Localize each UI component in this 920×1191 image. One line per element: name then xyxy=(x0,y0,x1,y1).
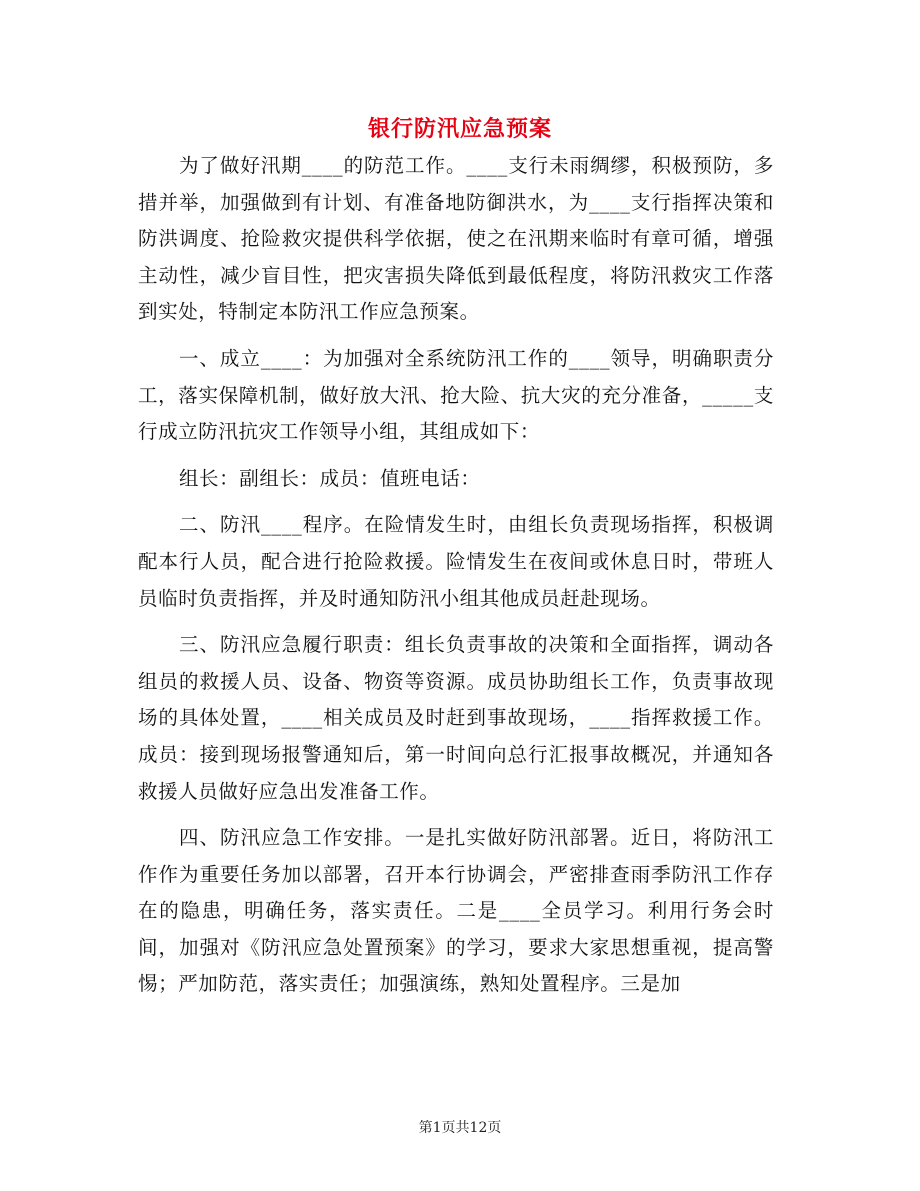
paragraph-section-2: 二、防汛____程序。在险情发生时，由组长负责现场指挥，积极调配本行人员，配合进行抢险救援。险情发生在夜间或休息日时，带班人员临时负责指挥，并及时通知防汛小组其他成员赶赴现场。 xyxy=(138,513,774,610)
paragraph-section-3: 三、防汛应急履行职责：组长负责事故的决策和全面指挥，调动各组员的救援人员、设备、物资等资源。成员协助组长工作，负责事故现场的具体处置，____相关成员及时赶到事故现场，____指挥救援工作。成员：接到现场报警通知后，第一时间向总行汇报事故概况，并通知各救援人员做好应急出发准备工作。 xyxy=(138,633,774,803)
paragraph-intro: 为了做好汛期____的防范工作。____支行未雨绸缪，积极预防，多措并举，加强做到有计划、有准备地防御洪水，为____支行指挥决策和防洪调度、抢险救灾提供科学依据，使之在汛期来临时有章可循，增强主动性，减少盲目性，把灾害损失降低到最低程度，将防汛救灾工作落到实处，特制定本防汛工作应急预案。 xyxy=(138,154,774,324)
page-number: 第1页共12页 xyxy=(418,1120,502,1136)
document-title: 银行防汛应急预案 xyxy=(367,117,552,142)
paragraph-section-1: 一、成立____：为加强对全系统防汛工作的____领导，明确职责分工，落实保障机制，做好放大汛、抢大险、抗大灾的充分准备，_____支行成立防汛抗灾工作领导小组，其组成如下： xyxy=(138,346,774,444)
paragraph-section-4: 四、防汛应急工作安排。一是扎实做好防汛部署。近日，将防汛工作作为重要任务加以部署，召开本行协调会，严密排查雨季防汛工作存在的隐患，明确任务，落实责任。二是____全员学习。利用行务会时间，加强对《防汛应急处置预案》的学习，要求大家思想重视，提高警惕；严加防范，落实责任；加强演练，熟知处置程序。三是加 xyxy=(138,826,774,996)
paragraph-members: 组长：副组长：成员：值班电话： xyxy=(178,466,481,490)
document-body xyxy=(138,148,774,1003)
